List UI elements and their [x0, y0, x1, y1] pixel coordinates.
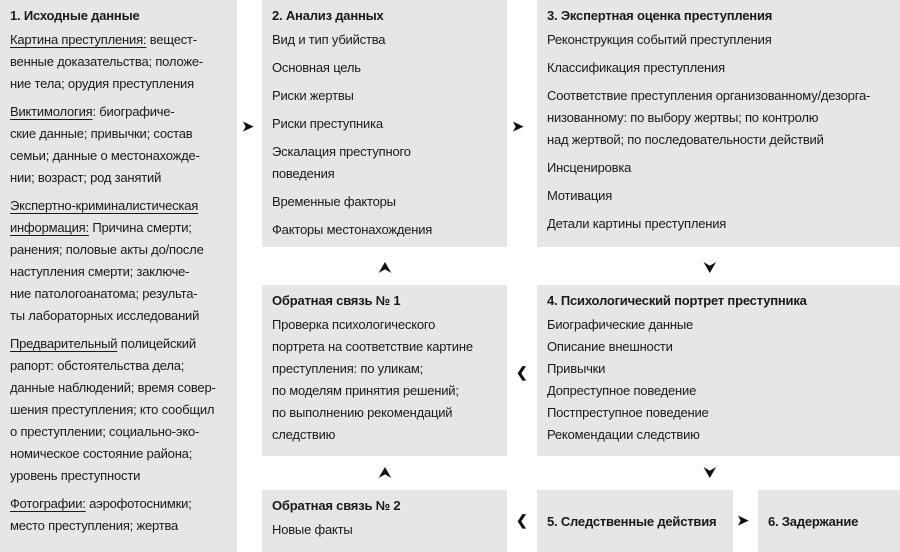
arrow-down-icon: ⮟ — [704, 464, 716, 480]
section-label: Предварительный — [10, 336, 118, 351]
section-text: данные наблюдений; время совер- — [10, 380, 216, 395]
list-item: Инсценировка — [547, 160, 632, 175]
list-item: Рекомендации следствию — [547, 427, 700, 442]
list-item: Вид и тип убийства — [272, 32, 386, 47]
arrow-left-icon: ❮ — [516, 364, 528, 380]
item-list — [272, 29, 497, 241]
box-title: 5. Следственные действия — [547, 513, 717, 529]
section-line — [10, 29, 227, 51]
arrow-right-icon: ➤ — [242, 118, 254, 134]
section-line — [10, 145, 227, 167]
box-expert-assessment — [537, 0, 900, 247]
box-title: 6. Задержание — [768, 513, 859, 529]
list-item: Факторы местонахождения — [272, 222, 433, 237]
item-list — [272, 519, 497, 541]
item-list — [547, 29, 890, 235]
box-title: Обратная связь № 1 — [272, 293, 401, 308]
list-item: Временные факторы — [272, 194, 396, 209]
list-item: Допреступное поведение — [547, 383, 697, 398]
section-label: информация: — [10, 220, 89, 235]
list-item: Риски преступника — [272, 116, 383, 131]
section-line — [10, 283, 227, 305]
box-feedback-2 — [262, 490, 507, 552]
section — [10, 493, 227, 537]
section-text: семьи; данные о местонахожде- — [10, 148, 200, 163]
section-line — [10, 493, 227, 515]
section-text: о преступлении; социально-эко- — [10, 424, 200, 439]
list-item: Риски жертвы — [272, 88, 354, 103]
list-item: Реконструкция событий преступления — [547, 32, 772, 47]
section-label: Картина преступления: — [10, 32, 147, 47]
list-item: Классификация преступления — [547, 60, 725, 75]
box-title: Обратная связь № 2 — [272, 498, 401, 513]
section-line — [10, 101, 227, 123]
arrow-down-icon: ⮟ — [704, 259, 716, 275]
section-label: Фотографии: — [10, 496, 86, 511]
section — [10, 195, 227, 327]
list-item: Эскалация преступного поведения — [272, 144, 411, 181]
list-item: Проверка психологического портрета на соответствие картине преступления: по уликам; по моделям принятия решений; по выполнению рекомендаций следствию — [272, 317, 473, 442]
section-text: нии; возраст; род занятий — [10, 170, 162, 185]
section — [10, 333, 227, 487]
box-arrest — [758, 490, 900, 552]
section-label: Виктимология — [10, 104, 93, 119]
item-list — [547, 314, 890, 446]
section-text: ты лабораторных исследований — [10, 308, 200, 323]
section-text: место преступления; жертва — [10, 518, 179, 533]
section-line — [10, 355, 227, 377]
list-item: Мотивация — [547, 188, 613, 203]
section-line — [10, 73, 227, 95]
section-text: полицейский — [117, 336, 196, 351]
section-text: ранения; половые акты до/после — [10, 242, 204, 257]
section-line — [10, 217, 227, 239]
section-line — [10, 515, 227, 537]
list-item: Привычки — [547, 361, 606, 376]
section-text: : биографиче- — [92, 104, 175, 119]
item-list — [272, 314, 497, 446]
section-text: шения преступления; кто сообщил — [10, 402, 215, 417]
box-investigative-actions — [537, 490, 733, 552]
section-line — [10, 195, 227, 217]
box-title: 2. Анализ данных — [272, 8, 384, 23]
section-text: ские данные; привычки; состав — [10, 126, 193, 141]
section-label: Экспертно-криминалистическая — [10, 198, 199, 213]
box-feedback-1 — [262, 285, 507, 456]
box-data-analysis — [262, 0, 507, 247]
box-title: 4. Психологический портрет преступника — [547, 293, 807, 308]
section-line — [10, 261, 227, 283]
section-line — [10, 167, 227, 189]
section-line — [10, 465, 227, 487]
section-line — [10, 239, 227, 261]
section-text: номическое состояние района; — [10, 446, 193, 461]
arrow-up-icon: ⮝ — [379, 464, 391, 480]
section-line — [10, 51, 227, 73]
list-item: Описание внешности — [547, 339, 673, 354]
section-text: Причина смерти; — [88, 220, 192, 235]
list-item: Постпреступное поведение — [547, 405, 709, 420]
arrow-right-icon: ➤ — [737, 512, 749, 528]
section-line — [10, 421, 227, 443]
box-psych-profile — [537, 285, 900, 456]
section-text: рапорт: обстоятельства дела; — [10, 358, 185, 373]
list-item: Соответствие преступления организованному/дезорга- низованному: по выбору жертвы; по контролю над жертвой; по последовательности действий — [547, 88, 871, 147]
section-line — [10, 377, 227, 399]
box-title: 3. Экспертная оценка преступления — [547, 8, 773, 23]
section-line — [10, 305, 227, 327]
arrow-right-icon: ➤ — [512, 118, 524, 134]
section-line — [10, 443, 227, 465]
section — [10, 101, 227, 189]
list-item: Биографические данные — [547, 317, 694, 332]
section-text: наступления смерти; заключе- — [10, 264, 190, 279]
section-text: уровень преступности — [10, 468, 141, 483]
section — [10, 29, 227, 95]
section-text: ние патологоанатома; результа- — [10, 286, 198, 301]
initial-data-sections — [10, 29, 227, 537]
section-line — [10, 333, 227, 355]
list-item: Новые факты — [272, 522, 353, 537]
list-item: Основная цель — [272, 60, 361, 75]
section-text: вещест- — [146, 32, 197, 47]
box-initial-data — [0, 0, 237, 552]
section-line — [10, 123, 227, 145]
section-text: ние тела; орудия преступления — [10, 76, 194, 91]
section-line — [10, 399, 227, 421]
box-title: 1. Исходные данные — [10, 8, 140, 23]
arrow-up-icon: ⮝ — [379, 259, 391, 275]
section-text: венные доказательства; положе- — [10, 54, 203, 69]
section-text: аэрофотоснимки; — [85, 496, 192, 511]
arrow-left-icon: ❮ — [516, 512, 528, 528]
list-item: Детали картины преступления — [547, 216, 727, 231]
